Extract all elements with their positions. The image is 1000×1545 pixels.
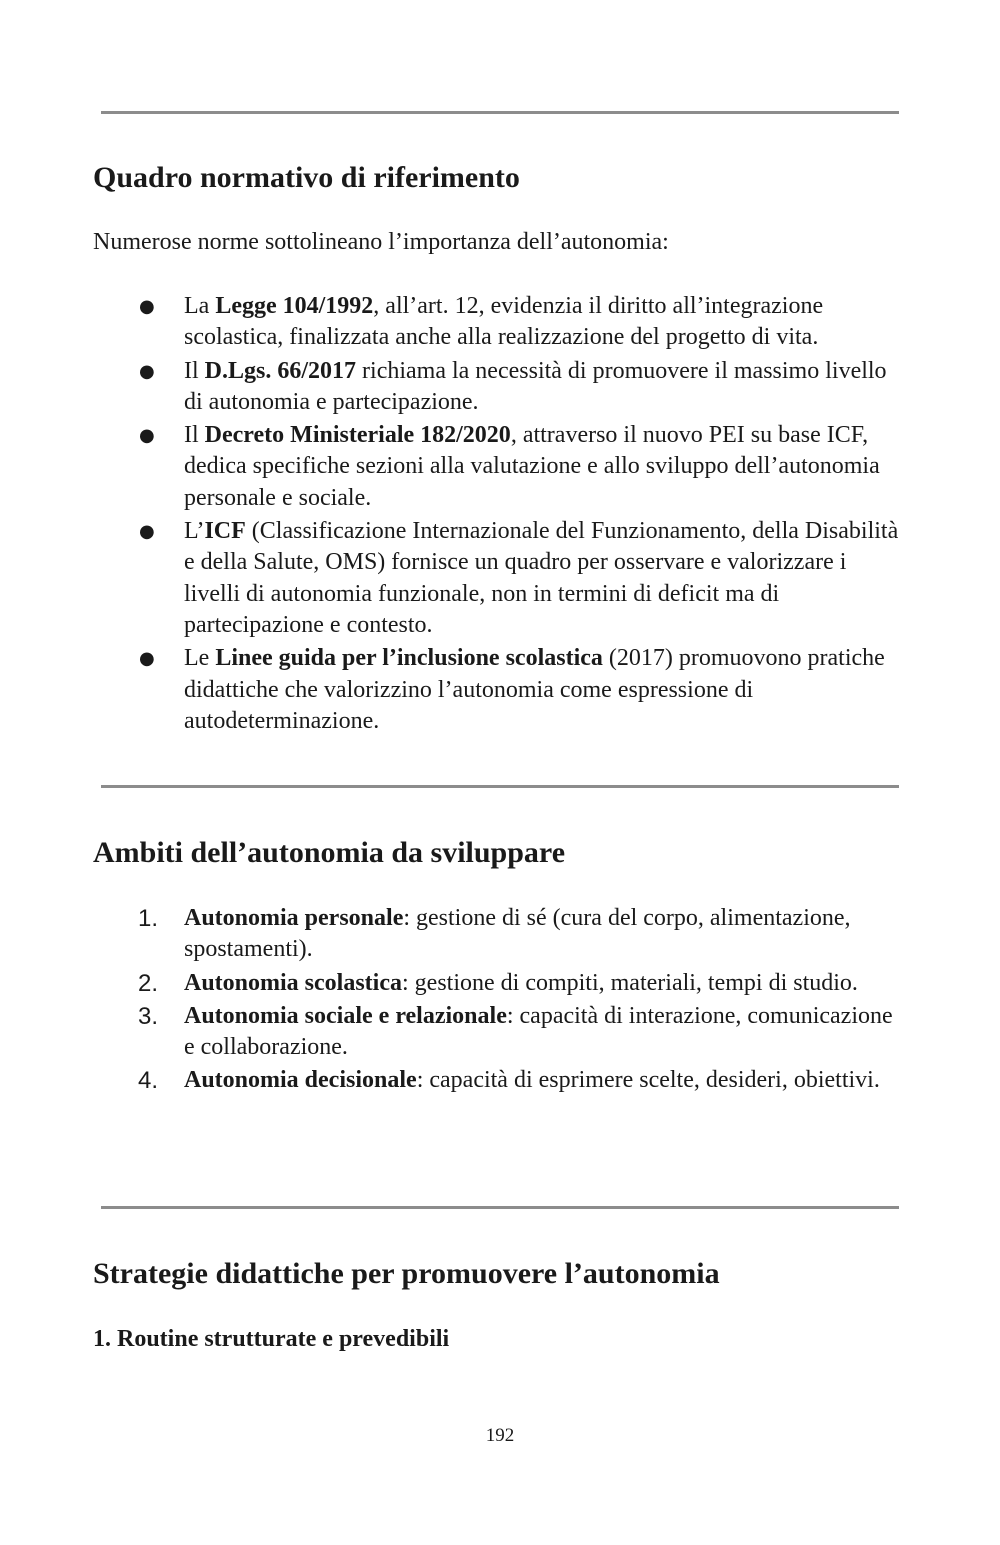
item-text: , attraverso il nuovo PEI su base ICF, dedica specifiche sezioni alla valutazione e allo sviluppo dell’autonomia personale e sociale.	[184, 422, 880, 511]
item-bold-term: Autonomia sociale e relazionale	[184, 1002, 507, 1029]
section-divider	[101, 111, 899, 114]
item-bold-term: Autonomia scolastica	[184, 969, 402, 996]
list-item	[0, 356, 904, 419]
list-item	[0, 643, 904, 737]
item-prefix: L’	[184, 518, 205, 545]
item-text: (Classificazione Internazionale del Funzionamento, della Disabilità e della Salute, OMS) fornisce un quadro per osservare e valorizzare i livelli di autonomia funzionale, non in termini di deficit ma di partecipazione e contesto.	[184, 518, 899, 638]
section-divider	[101, 1206, 899, 1209]
item-prefix: Il	[184, 357, 205, 384]
bullet-marker: ●	[139, 648, 155, 670]
list-number: 2.	[138, 969, 159, 997]
item-text: (2017) promuovono pratiche didattiche che valorizzino l’autonomia come espressione di autodeterminazione.	[184, 645, 885, 734]
item-bold-term: Autonomia personale	[184, 905, 404, 931]
section-heading-strategie: Strategie didattiche per promuovere l’autonomia	[93, 1257, 720, 1290]
section-divider	[101, 785, 899, 788]
bullet-marker: ●	[139, 296, 155, 317]
list-item	[0, 420, 904, 514]
item-bold-term: Legge 104/1992	[215, 293, 374, 319]
list-item	[0, 516, 904, 641]
item-bold-term: D.Lgs. 66/2017	[204, 357, 357, 384]
page-number: 192	[485, 1425, 515, 1446]
subheading-routine: 1. Routine strutturate e prevedibili	[93, 1326, 450, 1352]
numbered-list-ambiti	[0, 903, 1000, 1099]
item-text: : gestione di sé (cura del corpo, alimentazione, spostamenti).	[184, 905, 851, 963]
intro-paragraph: Numerose norme sottolineano l’importanza dell’autonomia:	[93, 229, 669, 255]
bulleted-list-norms	[0, 291, 1000, 739]
item-bold-term: Decreto Ministeriale 182/2020	[204, 422, 511, 449]
item-text: : gestione di compiti, materiali, tempi di studio.	[402, 969, 858, 996]
item-bold-term: Autonomia decisionale	[184, 1067, 417, 1094]
bullet-marker: ●	[139, 425, 155, 447]
list-item	[0, 903, 904, 966]
list-item	[0, 1001, 904, 1064]
item-prefix: Le	[184, 645, 216, 672]
item-text: , all’art. 12, evidenzia il diritto all’integrazione scolastica, finalizzata anche alla realizzazione del progetto di vita.	[184, 293, 824, 351]
list-item	[0, 291, 904, 354]
bullet-marker: ●	[139, 521, 155, 543]
list-item	[0, 968, 904, 999]
list-item	[0, 1065, 904, 1096]
section-heading-quadro-normativo: Quadro normativo di riferimento	[93, 161, 520, 194]
item-prefix: La	[184, 293, 216, 319]
section-heading-ambiti: Ambiti dell’autonomia da sviluppare	[93, 836, 566, 869]
list-number: 4.	[138, 1067, 159, 1095]
item-prefix: Il	[184, 422, 205, 449]
item-text: : capacità di interazione, comunicazione e collaborazione.	[184, 1002, 893, 1061]
item-bold-term: Linee guida per l’inclusione scolastica	[215, 645, 603, 672]
item-bold-term: ICF	[204, 518, 246, 545]
list-number: 1.	[138, 905, 159, 932]
item-text: : capacità di esprimere scelte, desideri, obiettivi.	[416, 1067, 880, 1094]
bullet-marker: ●	[139, 360, 155, 382]
list-number: 3.	[138, 1002, 159, 1030]
item-text: richiama la necessità di promuovere il massimo livello di autonomia e partecipazione.	[184, 357, 887, 415]
